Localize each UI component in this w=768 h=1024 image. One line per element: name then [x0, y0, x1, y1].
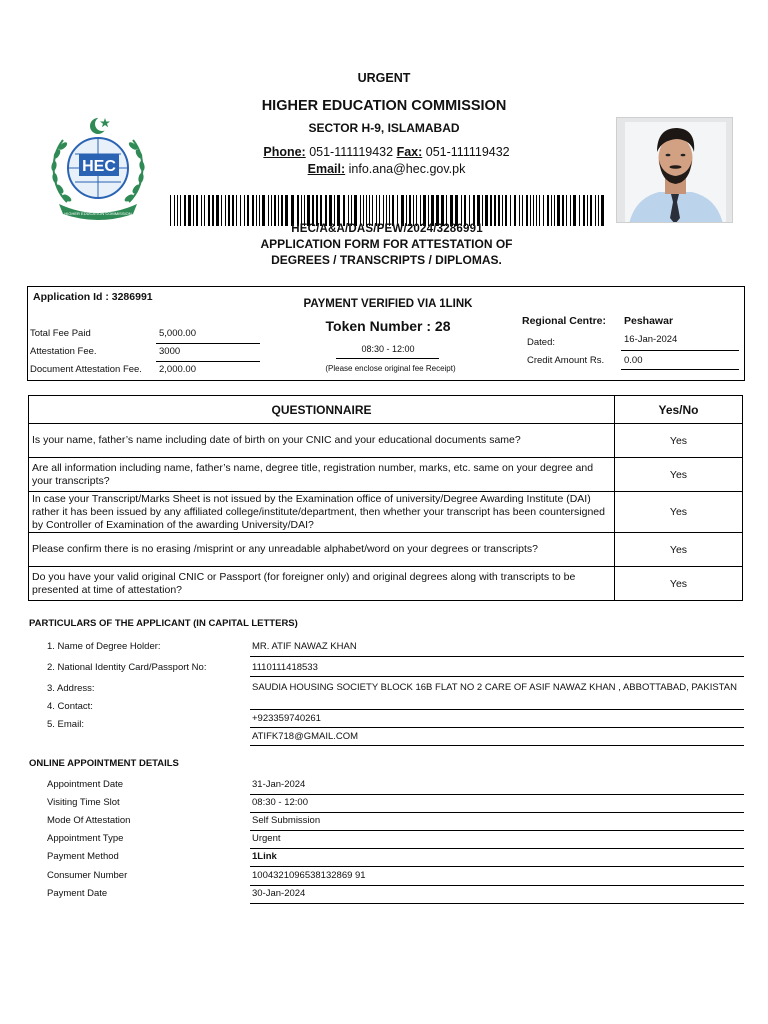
appt-label: Consumer Number	[47, 870, 128, 881]
dated-underline	[621, 350, 739, 351]
hec-logo	[45, 114, 151, 222]
barcode-bar	[379, 195, 380, 226]
regional-centre-value: Peshawar	[624, 315, 674, 327]
barcode-bar	[587, 195, 588, 226]
table-row	[29, 424, 743, 458]
value-contact: +923359740261	[252, 713, 321, 724]
field-underline	[250, 656, 744, 657]
barcode-bar	[397, 195, 398, 226]
barcode-bar	[320, 195, 322, 226]
payment-verified: PAYMENT VERIFIED VIA 1LINK	[303, 298, 473, 310]
dated-value: 16-Jan-2024	[624, 334, 678, 345]
barcode-bar	[477, 195, 480, 226]
barcode-bar	[301, 195, 302, 226]
barcode-bar	[366, 195, 367, 226]
barcode-bar	[177, 195, 178, 226]
regional-centre-label: Regional Centre:	[522, 315, 607, 327]
barcode-bar	[557, 195, 560, 226]
value-address: SAUDIA HOUSING SOCIETY BLOCK 16B FLAT NO 2 CARE OF ASIF NAWAZ KHAN , ABBOTTABAD, PAKISTAN	[252, 682, 737, 693]
barcode-bar	[420, 195, 421, 226]
barcode-bar	[505, 195, 507, 226]
fee-underline	[156, 343, 260, 344]
fee-time-slot: 08:30 - 12:00	[361, 344, 415, 354]
barcode-bar	[351, 195, 352, 226]
form-title-line1: APPLICATION FORM FOR ATTESTATION OF	[260, 237, 513, 251]
fee-receipt-note: (Please enclose original fee Receipt)	[325, 364, 456, 373]
organization-address: SECTOR H-9, ISLAMABAD	[308, 121, 460, 135]
barcode-bar	[212, 195, 214, 226]
barcode-bar	[551, 195, 552, 226]
barcode-bar	[490, 195, 492, 226]
phone-label: Phone:	[263, 145, 306, 159]
barcode-bar	[204, 195, 205, 226]
barcode-bar	[386, 195, 387, 226]
time-underline	[336, 358, 439, 359]
logo-text: HEC	[82, 158, 116, 175]
barcode-bar	[363, 195, 364, 226]
barcode-bar	[554, 195, 555, 226]
barcode-bar	[256, 195, 257, 226]
barcode-bar	[406, 195, 407, 226]
barcode-bar	[174, 195, 175, 226]
questionnaire-header: QUESTIONNAIRE	[29, 396, 615, 424]
barcode-bar	[281, 195, 283, 226]
barcode-bar	[228, 195, 230, 226]
table-row	[29, 492, 743, 533]
barcode-bar	[268, 195, 269, 226]
barcode-bar	[436, 195, 439, 226]
barcode-bar	[543, 195, 544, 226]
dated-label: Dated:	[527, 337, 555, 348]
question-text: Do you have your valid original CNIC or Passport (for foreigner only) and original degrees along with transcripts to be presented at time of attestation?	[29, 567, 615, 601]
barcode-bar	[522, 195, 523, 226]
barcode-bar	[510, 195, 511, 226]
field-underline	[250, 794, 744, 795]
label-name: 1. Name of Degree Holder:	[47, 641, 161, 652]
barcode-bar	[464, 195, 466, 226]
organization-name: HIGHER EDUCATION COMMISSION	[261, 98, 507, 114]
barcode-bar	[170, 195, 171, 226]
barcode-bar	[450, 195, 453, 226]
fee-label-total: Total Fee Paid	[30, 328, 91, 339]
appointment-heading: ONLINE APPOINTMENT DETAILS	[29, 758, 179, 769]
value-cnic: 1110111418533	[252, 662, 318, 673]
barcode-bar	[441, 195, 444, 226]
fax-label: Fax:	[396, 145, 423, 159]
barcode-bar	[598, 195, 599, 226]
field-underline	[250, 745, 744, 746]
barcode-bar	[446, 195, 447, 226]
barcode-bar	[401, 195, 404, 226]
barcode-bar	[461, 195, 462, 226]
appt-label: Visiting Time Slot	[47, 797, 120, 808]
barcode-bar	[423, 195, 426, 226]
barcode-bar	[409, 195, 411, 226]
barcode-bar	[473, 195, 475, 226]
form-title-line2: DEGREES / TRANSCRIPTS / DIPLOMAS.	[271, 253, 502, 267]
barcode-bar	[376, 195, 377, 226]
barcode-bar	[579, 195, 580, 226]
barcode-bar	[526, 195, 528, 226]
question-text: Please confirm there is no erasing /misprint or any unreadable alphabet/word on your degrees or transcripts?	[29, 533, 615, 567]
barcode-bar	[236, 195, 237, 226]
barcode-bar	[247, 195, 249, 226]
answer-text: Yes	[615, 492, 743, 533]
logo-ring-text: HIGHER EDUCATION COMMISSION	[64, 211, 132, 216]
barcode-bar	[334, 195, 335, 226]
fee-label-document: Document Attestation Fee.	[30, 364, 142, 375]
field-underline	[250, 830, 744, 831]
barcode-bar	[494, 195, 496, 226]
question-text: Are all information including name, father’s name, degree title, registration number, marks, etc. same on your degree and your transcripts?	[29, 458, 615, 492]
barcode-bar	[392, 195, 394, 226]
barcode-bar	[416, 195, 417, 226]
barcode-bar	[262, 195, 265, 226]
barcode-bar	[469, 195, 470, 226]
appt-label: Appointment Type	[47, 833, 124, 844]
barcode-number: HEC/A&A/DAS/PEW/2024/3286991	[291, 223, 483, 235]
credit-underline	[621, 369, 739, 370]
barcode-bar	[566, 195, 567, 226]
barcode-bar	[304, 195, 305, 226]
barcode-bar	[285, 195, 288, 226]
barcode-bar	[271, 195, 272, 226]
barcode-bar	[291, 195, 294, 226]
barcode-bar	[196, 195, 198, 226]
question-text: Is your name, father’s name including date of birth on your CNIC and your educational documents same?	[29, 424, 615, 458]
barcode-bar	[539, 195, 540, 226]
label-address: 3. Address:	[47, 683, 95, 694]
yesno-header: Yes/No	[615, 396, 743, 424]
barcode-bar	[502, 195, 503, 226]
barcode-bar	[325, 195, 327, 226]
barcode-bar	[252, 195, 254, 226]
label-email: 5. Email:	[47, 719, 84, 730]
answer-text: Yes	[615, 567, 743, 601]
barcode-bar	[482, 195, 483, 226]
appt-value: Urgent	[252, 833, 281, 844]
table-row	[29, 567, 743, 601]
questionnaire-table	[28, 395, 743, 601]
value-email: ATIFK718@GMAIL.COM	[252, 731, 359, 742]
barcode-bar	[343, 195, 345, 226]
barcode-bar	[389, 195, 390, 226]
table-row	[29, 458, 743, 492]
fee-details-box	[27, 286, 745, 381]
barcode-bar	[547, 195, 549, 226]
fee-value-total: 5,000.00	[159, 328, 196, 339]
field-underline	[250, 676, 744, 677]
appt-value: 1004321096538132869 91	[252, 870, 366, 881]
field-underline	[250, 727, 744, 728]
barcode-bar	[570, 195, 571, 226]
barcode-bar	[601, 195, 604, 226]
barcode-bar	[180, 195, 181, 226]
appt-value: Self Submission	[252, 815, 321, 826]
barcode-bar	[312, 195, 314, 226]
barcode-bar	[514, 195, 516, 226]
barcode-bar	[372, 195, 373, 226]
fee-value-document: 2,000.00	[159, 364, 196, 375]
appt-label: Payment Date	[47, 888, 108, 899]
appt-value: 08:30 - 12:00	[252, 797, 308, 808]
form-title	[0, 236, 768, 268]
barcode-bar	[360, 195, 361, 226]
credit-label: Credit Amount Rs.	[527, 355, 605, 366]
barcode-bar	[383, 195, 384, 226]
barcode-bar	[278, 195, 279, 226]
barcode-bar	[354, 195, 357, 226]
barcode-bar	[232, 195, 234, 226]
label-contact: 4. Contact:	[47, 701, 93, 712]
question-text: In case your Transcript/Marks Sheet is not issued by the Examination office of university/Degree Awarding Institute (DAI) rather it has been issued by any affiliated college/institute/department, then whether your transcript has been countersigned by Controller of Examination of the awarding University/DAI?	[29, 492, 615, 533]
email-value: info.ana@hec.gov.pk	[348, 162, 466, 176]
appt-label: Mode Of Attestation	[47, 815, 131, 826]
barcode-bar	[455, 195, 458, 226]
applicant-photo	[616, 117, 733, 223]
barcode-bar	[413, 195, 414, 226]
barcode-bar	[536, 195, 537, 226]
phone-value: 051-111119432	[309, 145, 394, 159]
answer-text: Yes	[615, 533, 743, 567]
barcode-bar	[428, 195, 429, 226]
barcode	[170, 195, 604, 226]
barcode-bar	[530, 195, 531, 226]
appt-value: 31-Jan-2024	[252, 779, 306, 790]
answer-text: Yes	[615, 424, 743, 458]
answer-text: Yes	[615, 458, 743, 492]
barcode-bar	[485, 195, 488, 226]
fee-underline	[156, 361, 260, 362]
barcode-bar	[184, 195, 186, 226]
barcode-bar	[348, 195, 349, 226]
barcode-bar	[316, 195, 318, 226]
barcode-bar	[259, 195, 260, 226]
appt-value: 1Link	[252, 851, 277, 862]
barcode-bar	[216, 195, 219, 226]
barcode-bar	[221, 195, 222, 226]
appt-value: 30-Jan-2024	[252, 888, 306, 899]
barcode-bar	[193, 195, 194, 226]
barcode-bar	[274, 195, 276, 226]
barcode-bar	[498, 195, 500, 226]
fax-value: 051-111119432	[425, 145, 510, 159]
barcode-bar	[307, 195, 310, 226]
appt-label: Payment Method	[47, 851, 119, 862]
barcode-bar	[519, 195, 520, 226]
barcode-bar	[431, 195, 434, 226]
label-cnic: 2. National Identity Card/Passport No:	[47, 662, 207, 673]
barcode-bar	[244, 195, 245, 226]
value-name: MR. ATIF NAWAZ KHAN	[252, 641, 357, 652]
barcode-bar	[595, 195, 596, 226]
field-underline	[250, 866, 744, 867]
particulars-heading: PARTICULARS OF THE APPLICANT (IN CAPITAL LETTERS)	[29, 618, 298, 629]
application-id: Application Id : 3286991	[33, 291, 153, 303]
barcode-bar	[201, 195, 202, 226]
barcode-bar	[225, 195, 226, 226]
barcode-bar	[297, 195, 299, 226]
barcode-bar	[240, 195, 241, 226]
barcode-bar	[573, 195, 576, 226]
field-underline	[250, 709, 744, 710]
credit-value: 0.00	[624, 355, 643, 366]
barcode-bar	[208, 195, 210, 226]
email-label: Email:	[307, 162, 346, 176]
barcode-bar	[590, 195, 592, 226]
field-underline	[250, 885, 744, 886]
appt-label: Appointment Date	[47, 779, 124, 790]
field-underline	[250, 812, 744, 813]
barcode-bar	[533, 195, 534, 226]
barcode-bar	[329, 195, 332, 226]
fee-value-attestation: 3000	[159, 346, 181, 357]
barcode-bar	[583, 195, 585, 226]
barcode-bar	[337, 195, 340, 226]
barcode-bar	[369, 195, 370, 226]
field-underline	[250, 848, 744, 849]
questionnaire-header-row	[29, 396, 743, 424]
field-underline	[250, 903, 744, 904]
barcode-bar	[188, 195, 191, 226]
table-row	[29, 533, 743, 567]
fee-label-attestation: Attestation Fee.	[30, 346, 97, 357]
urgent-label: URGENT	[357, 71, 411, 85]
barcode-bar	[562, 195, 564, 226]
token-number: Token Number : 28	[325, 318, 451, 334]
